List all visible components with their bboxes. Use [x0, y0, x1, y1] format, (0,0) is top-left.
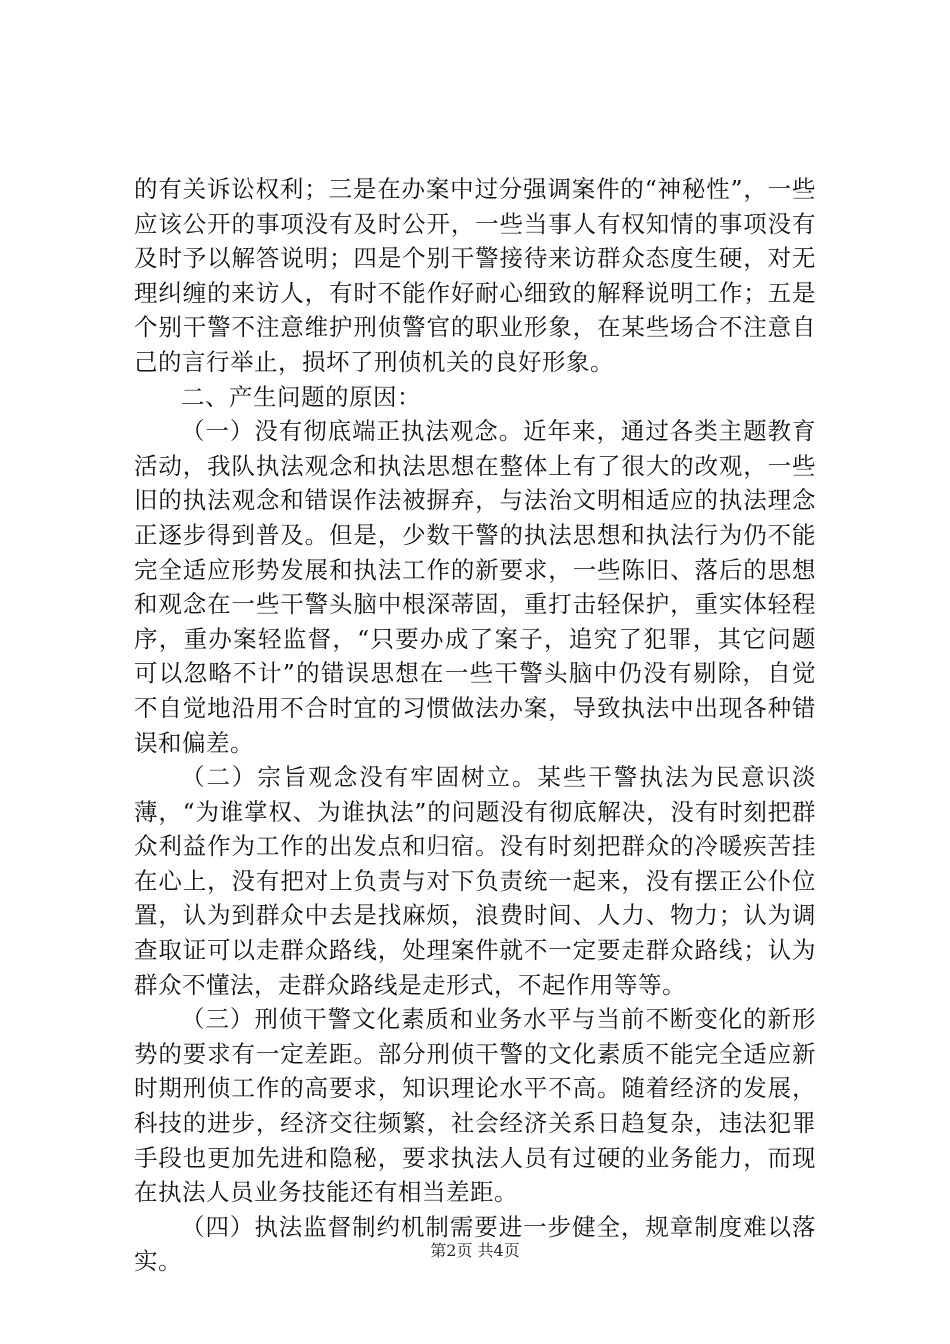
paragraph-cause-2: （二）宗旨观念没有牢固树立。某些干警执法为民意识淡薄，“为谁掌权、为谁执法”的问题没有彻底解决，没有时刻把群众利益作为工作的出发点和归宿。没有时刻把群众的冷暖疾苦挂在心上，没有把对上负责与对下负责统一起来，没有摆正公仆位置，认为到群众中去是找麻烦，浪费时间、人力、物力；认为调查取证可以走群众路线，处理案件就不一定要走群众路线；认为群众不懂法，走群众路线是走形式，不起作用等等。	[134, 763, 816, 999]
paragraph-cause-1: （一）没有彻底端正执法观念。近年来，通过各类主题教育活动，我队执法观念和执法思想在整体上有了很大的改观，一些旧的执法观念和错误作法被摒弃，与法治文明相适应的执法理念正逐步得到普及。但是，少数干警的执法思想和执法行为仍不能完全适应形势发展和执法工作的新要求，一些陈旧、落后的思想和观念在一些干警头脑中根深蒂固，重打击轻保护，重实体轻程序，重办案轻监督，“只要办成了案子，追究了犯罪，其它问题可以忽略不计”的错误思想在一些干警头脑中仍没有剔除，自觉不自觉地沿用不合时宜的习惯做法办案，导致执法中出现各种错误和偏差。	[134, 417, 816, 757]
section-heading-causes: 二、产生问题的原因：	[181, 382, 421, 411]
page-footer: 第2页 共4页	[430, 1241, 520, 1260]
body-text	[134, 172, 816, 1279]
paragraph-continuation: 的有关诉讼权利；三是在办案中过分强调案件的“神秘性”，一些应该公开的事项没有及时公开，一些当事人有权知情的事项没有及时予以解答说明；四是个别干警接待来访群众态度生硬，对无理纠缠的来访人，有时不能作好耐心细致的解释说明工作；五是个别干警不注意维护刑侦警官的职业形象，在某些场合不注意自己的言行举止，损坏了刑侦机关的良好形象。	[134, 175, 816, 376]
paragraph-cause-3: （三）刑侦干警文化素质和业务水平与当前不断变化的新形势的要求有一定差距。部分刑侦干警的文化素质不能完全适应新时期刑侦工作的高要求，知识理论水平不高。随着经济的发展，科技的进步，经济交往频繁，社会经济关系日趋复杂，违法犯罪手段也更加先进和隐秘，要求执法人员有过硬的业务能力，而现在执法人员业务技能还有相当差距。	[134, 1005, 816, 1207]
paragraph-cause-4: （四）执法监督制约机制需要进一步健全，规章制度难以落实。	[134, 1212, 816, 1276]
